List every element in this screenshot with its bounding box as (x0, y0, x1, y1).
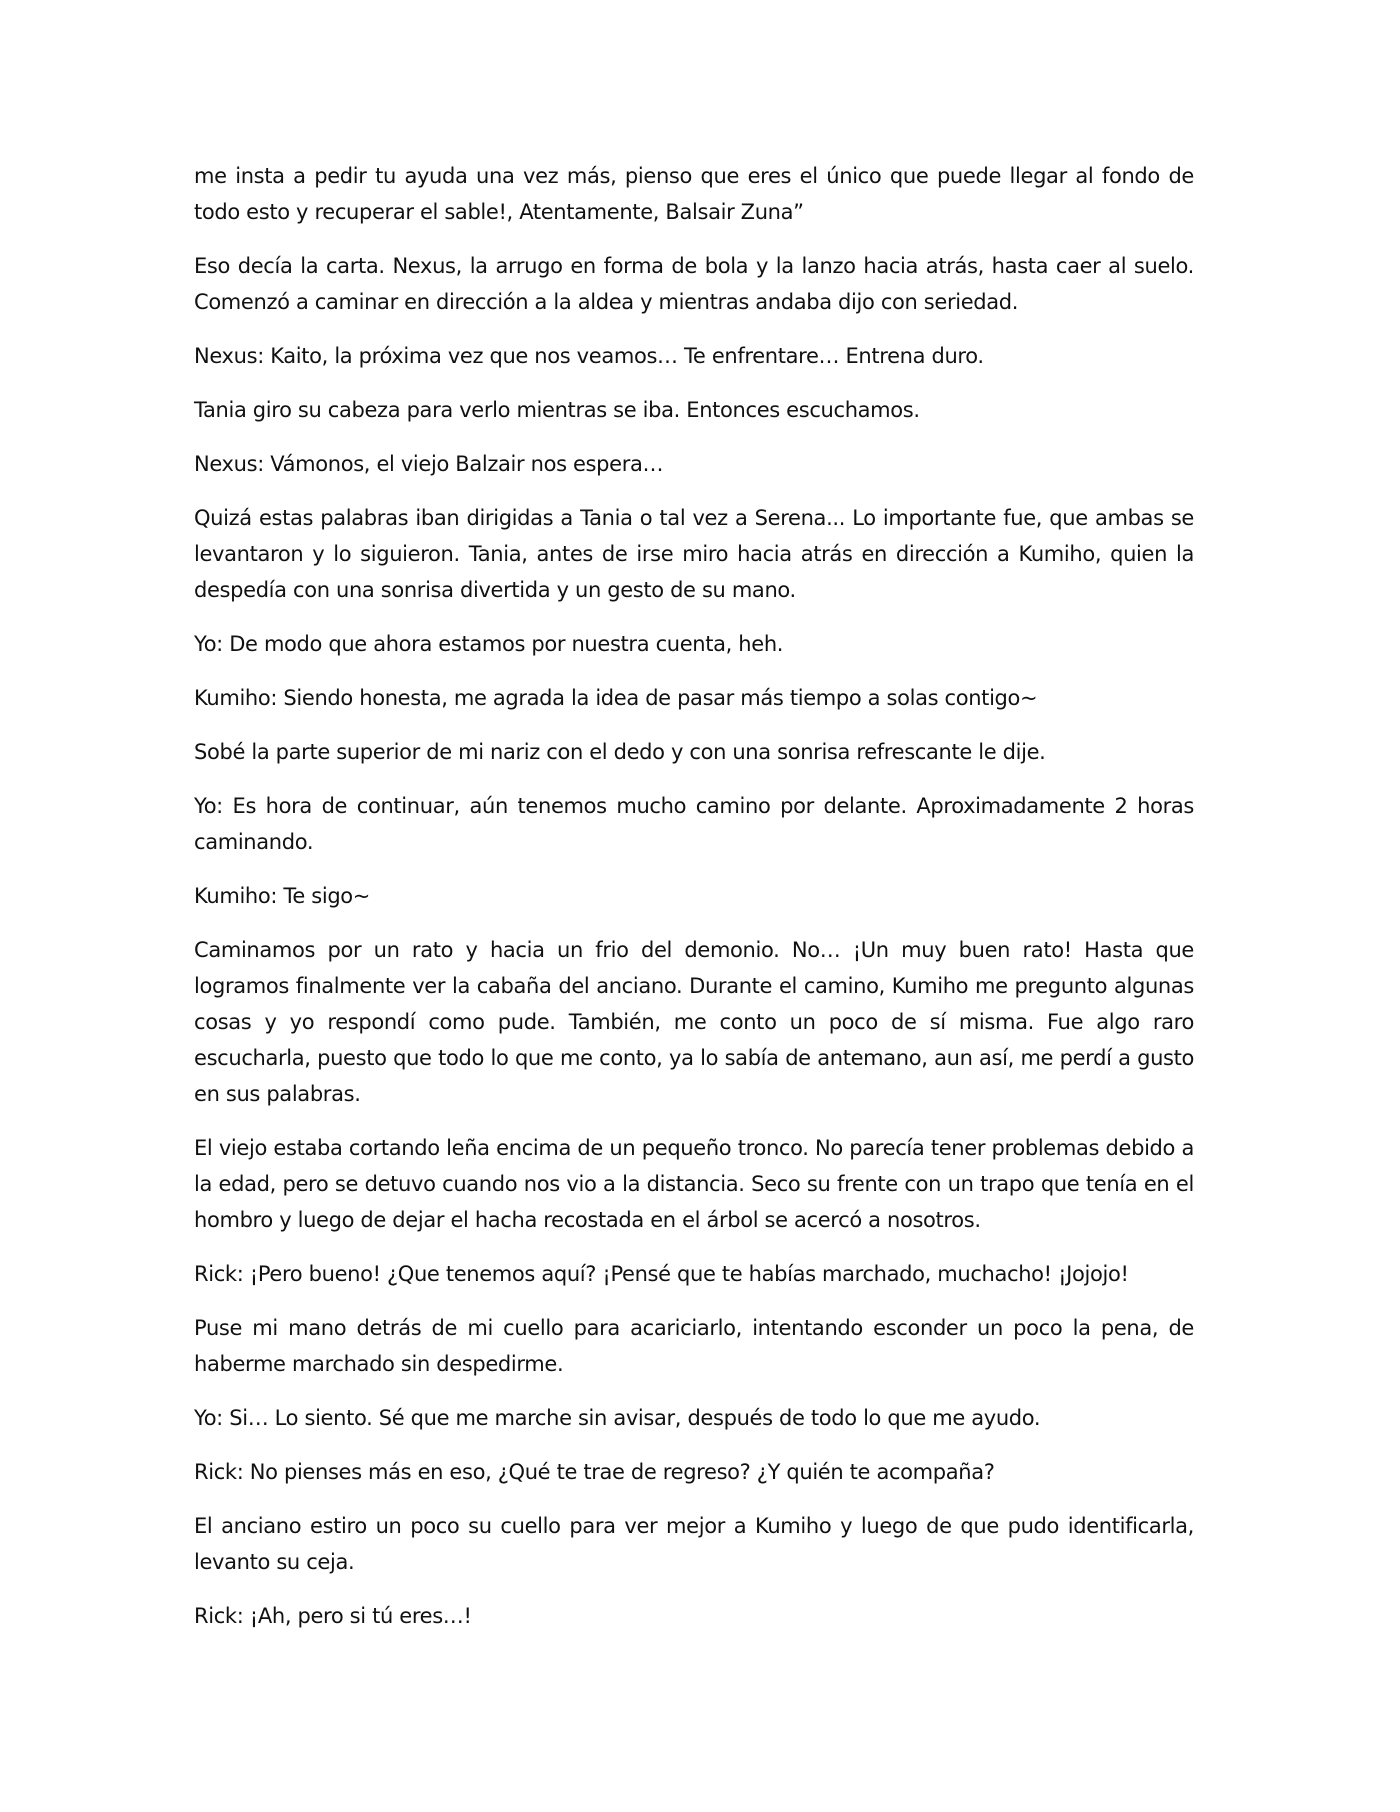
paragraph: Nexus: Kaito, la próxima vez que nos veamos… Te enfrentare… Entrena duro. (194, 344, 984, 368)
paragraph: Eso decía la carta. Nexus, la arrugo en forma de bola y la lanzo hacia atrás, hasta caer al suelo. Comenzó a caminar en dirección a la aldea y mientras andaba dijo con seriedad. (194, 254, 1194, 314)
paragraph: Kumiho: Te sigo~ (194, 884, 371, 908)
paragraph: Caminamos por un rato y hacia un frio del demonio. No… ¡Un muy buen rato! Hasta que logramos finalmente ver la cabaña del anciano. Durante el camino, Kumiho me pregunto algunas cosas y yo respondí como pude. También, me conto un poco de sí misma. Fue algo raro escucharla, puesto que todo lo que me conto, ya lo sabía de antemano, aun así, me perdí a gusto en sus palabras. (194, 938, 1194, 1106)
paragraph: El viejo estaba cortando leña encima de un pequeño tronco. No parecía tener problemas debido a la edad, pero se detuvo cuando nos vio a la distancia. Seco su frente con un trapo que tenía en el hombro y luego de dejar el hacha recostada en el árbol se acercó a nosotros. (194, 1136, 1194, 1232)
paragraph: Rick: No pienses más en eso, ¿Qué te trae de regreso? ¿Y quién te acompaña? (194, 1460, 995, 1484)
paragraph: Rick: ¡Ah, pero si tú eres…! (194, 1604, 472, 1628)
paragraph: Rick: ¡Pero bueno! ¿Que tenemos aquí? ¡Pensé que te habías marchado, muchacho! ¡Jojojo! (194, 1262, 1129, 1286)
paragraph: Yo: De modo que ahora estamos por nuestra cuenta, heh. (194, 632, 784, 656)
paragraph: Puse mi mano detrás de mi cuello para acariciarlo, intentando esconder un poco la pena, de haberme marchado sin despedirme. (194, 1316, 1194, 1376)
paragraph: Yo: Es hora de continuar, aún tenemos mucho camino por delante. Aproximadamente 2 horas caminando. (194, 794, 1194, 854)
paragraph: Nexus: Vámonos, el viejo Balzair nos espera… (194, 452, 664, 476)
paragraph: Quizá estas palabras iban dirigidas a Tania o tal vez a Serena... Lo importante fue, que ambas se levantaron y lo siguieron. Tania, antes de irse miro hacia atrás en dirección a Kumiho, quien la despedía con una sonrisa divertida y un gesto de su mano. (194, 506, 1194, 602)
paragraph: Sobé la parte superior de mi nariz con el dedo y con una sonrisa refrescante le dije. (194, 740, 1046, 764)
paragraph: me insta a pedir tu ayuda una vez más, pienso que eres el único que puede llegar al fondo de todo esto y recuperar el sable!, Atentamente, Balsair Zuna” (194, 164, 1194, 224)
paragraph: Kumiho: Siendo honesta, me agrada la idea de pasar más tiempo a solas contigo~ (194, 686, 1038, 710)
paragraph: El anciano estiro un poco su cuello para ver mejor a Kumiho y luego de que pudo identificarla, levanto su ceja. (194, 1514, 1194, 1574)
paragraph: Tania giro su cabeza para verlo mientras se iba. Entonces escuchamos. (194, 398, 920, 422)
paragraph: Yo: Si… Lo siento. Sé que me marche sin avisar, después de todo lo que me ayudo. (194, 1406, 1041, 1430)
